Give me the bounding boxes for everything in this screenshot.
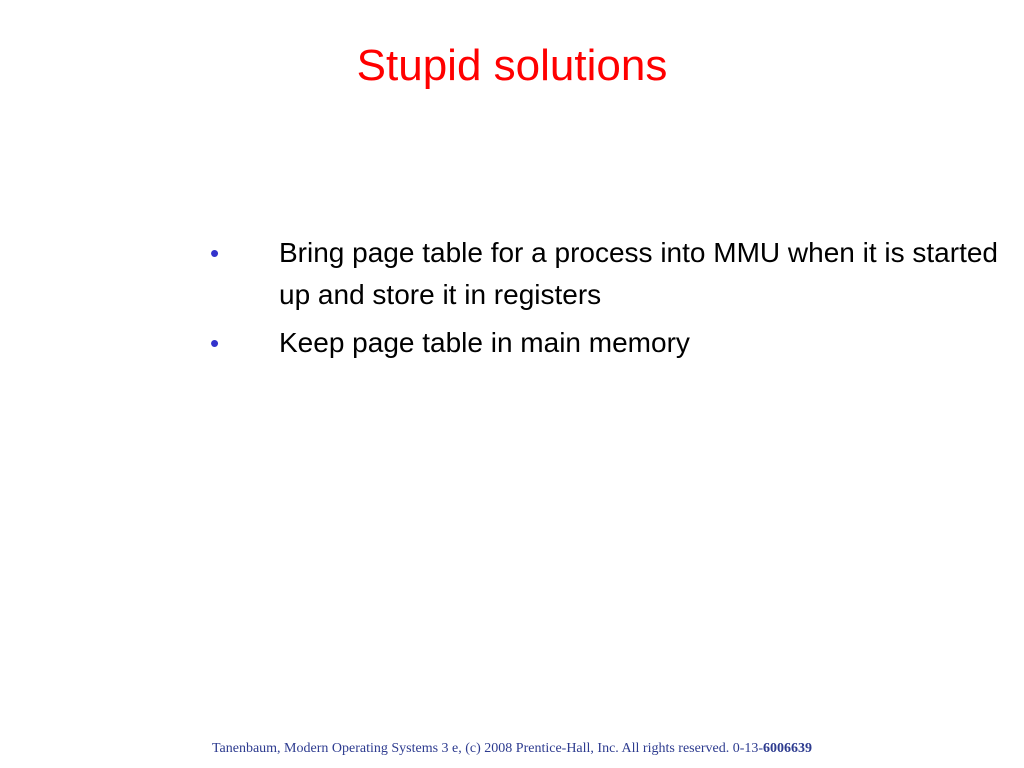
bullet-list bbox=[210, 232, 1022, 370]
bullet-text: Keep page table in main memory bbox=[279, 327, 690, 358]
slide-footer bbox=[0, 740, 1024, 758]
bullet-item bbox=[210, 322, 1022, 364]
bullet-text: Bring page table for a process into MMU when it is started up and store it in registers bbox=[279, 237, 999, 310]
footer-text: Tanenbaum, Modern Operating Systems 3 e, (c) 2008 Prentice-Hall, Inc. All rights reserved. 0-13- bbox=[211, 741, 764, 756]
bullet-item bbox=[210, 232, 1022, 316]
slide-title: Stupid solutions bbox=[356, 41, 668, 90]
bullet-icon: • bbox=[210, 328, 220, 358]
footer-isbn-bold: 6006639 bbox=[763, 741, 813, 756]
bullet-icon: • bbox=[210, 238, 220, 268]
